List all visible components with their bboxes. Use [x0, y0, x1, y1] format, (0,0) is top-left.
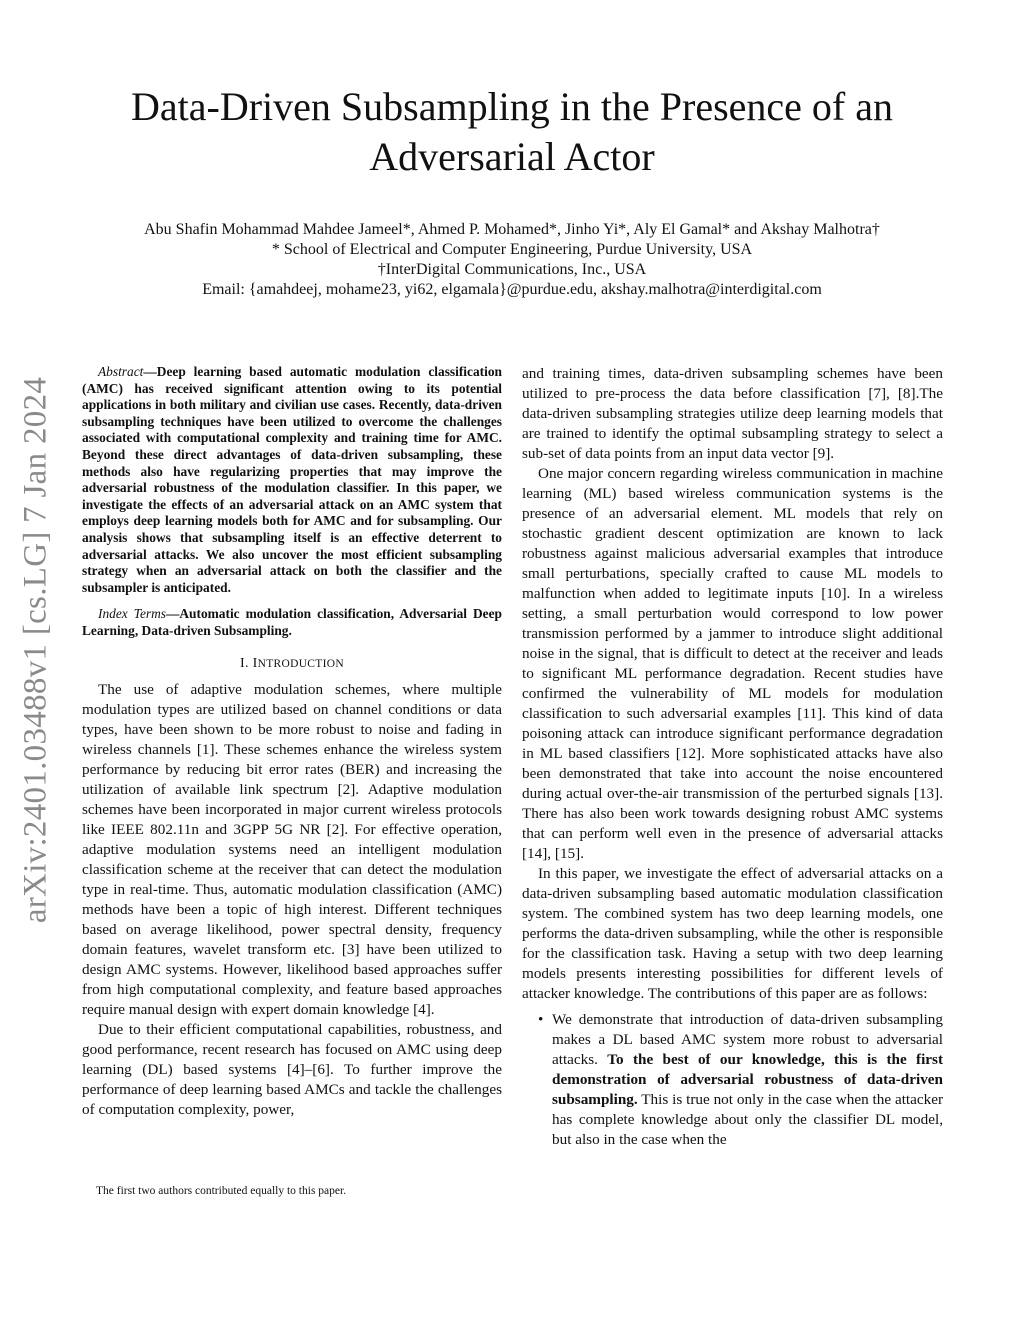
section-heading-introduction: I. INTRODUCTION: [240, 655, 344, 671]
intro-paragraph-1: The use of adaptive modulation schemes, where multiple modulation types are utilized based on channel conditions or data types, have been shown to be more robust to noise and fading in wireless channels [1]. These schemes enhance the wireless system performance by reducing bit error rates (BER) and increasing the utilization of available link spectrum [2]. Adaptive modulation schemes have been incorporated in major current wireless protocols like IEEE 802.11n and 3GPP 5G NR [2]. For effective operation, adaptive modulation systems need an intelligent modulation classification scheme at the receiver that can detect the modulation type in real-time. Thus, automatic modulation classification (AMC) methods have been a topic of high interest. Different techniques based on average likelihood, power spectral density, frequency domain features, wavelet transform etc. [3] have been utilized to design AMC systems. However, likelihood based approaches suffer from high computational complexity, and feature based approaches require manual design with expert domain knowledge [4].: [82, 680, 502, 1018]
author-list: Abu Shafin Mohammad Mahdee Jameel*, Ahmed P. Mohamed*, Jinho Yi*, Aly El Gamal* and Akshay Malhotra†: [144, 221, 880, 238]
arxiv-stamp-text: arXiv:2401.03488v1 [cs.LG] 7 Jan 2024: [17, 376, 54, 924]
affiliation-interdigital: †InterDigital Communications, Inc., USA: [377, 261, 647, 278]
right-column: [522, 364, 943, 1150]
intro-paragraph-3: and training times, data-driven subsampling schemes have been utilized to pre-process the data before classification [7], [8].The data-driven subsampling strategies utilize deep learning models that are trained to identify the optimal subsampling strategy to select a sub-set of data points from an input data vector [9].: [522, 365, 943, 462]
paper-title: Data-Driven Subsampling in the Presence of an Adversarial Actor: [130, 84, 893, 179]
author-block: [60, 220, 964, 300]
intro-paragraph-2: Due to their efficient computational capabilities, robustness, and good performance, recent research has focused on AMC using deep learning (DL) based systems [4]–[6]. To further improve the performance of deep learning based AMCs and tackle the challenges of computation complexity, power,: [82, 1020, 502, 1118]
author-emails: Email: {amahdeej, mohame23, yi62, elgamala}@purdue.edu, akshay.malhotra@interdigital.com: [202, 281, 822, 298]
index-terms: [82, 606, 502, 639]
intro-paragraph-5: In this paper, we investigate the effect of adversarial attacks on a data-driven subsampling based automatic modulation classification system. The combined system has two deep learning models, one performs the data-driven subsampling, while the other is responsible for the classification task. Having a setup with two deep learning models presents interesting possibilities for different levels of attacker knowledge. The contributions of this paper are as follows:: [522, 865, 943, 1002]
list-item: • We demonstrate that introduction of data-driven subsampling makes a DL based AMC system more robust to adversarial attacks. To the best of our knowledge, this is the first demonstration of adversarial robustness of data-driven subsampling. This is true not only in the case when the attacker has complete knowledge about only the classifier DL model, but also in the case when the: [538, 1011, 944, 1148]
index-terms-label: Index Terms: [98, 606, 166, 622]
intro-paragraph-4: One major concern regarding wireless communication in machine learning (ML) based wireless communication systems is the presence of an adversarial element. ML models that rely on stochastic gradient descent optimization are known to lack robustness against malicious adversarial examples that introduce small perturbations, specially crafted to cause ML models to malfunction when added to legitimate inputs [10]. In a wireless setting, a small perturbation would correspond to low power transmission performed by a jammer to introduce slight additional noise in the signal, that is difficult to detect at the receiver and leads to significant ML performance degradation. Recent studies have confirmed the vulnerability of ML models for modulation classification to such adversarial examples [11]. This kind of data poisoning attack can introduce significant performance degradation in ML based classifiers [12]. More sophisticated attacks have also been demonstrated that take into account the noise encountered during actual over-the-air transmission of the perturbed signals [13]. There has also been work towards designing robust AMC systems that can perform well even in the presence of adversarial attacks [14], [15].: [522, 465, 943, 862]
left-column: [82, 364, 502, 1120]
bullet-icon: •: [538, 1011, 544, 1028]
abstract-label: Abstract: [98, 364, 144, 379]
affiliation-purdue: * School of Electrical and Computer Engineering, Purdue University, USA: [271, 241, 753, 258]
abstract-text: —Deep learning based automatic modulation classification (AMC) has received significant attention owing to its potential applications in both military and civilian use cases. Recently, data-driven subsampling techniques have been utilized to overcome the challenges associated with computational complexity and training time for AMC. Beyond these direct advantages of data-driven subsampling, these methods also have regularizing properties that may improve the adversarial robustness of the modulation classifier. In this paper, we investigate the effects of an adversarial attack on an AMC system that employs deep learning models both for AMC and for subsampling. Our analysis shows that subsampling itself is an effective deterrent to adversarial attacks. We also uncover the most efficient subsampling strategy when an adversarial attack on both the classifier and the subsampler is anticipated.: [82, 364, 502, 595]
footnote: The first two authors contributed equally to this paper.: [96, 1185, 347, 1197]
index-terms-text: —Automatic modulation classification, Adversarial Deep Learning, Data-driven Subsampling.: [82, 606, 502, 638]
abstract: [82, 364, 502, 596]
arxiv-stamp: [16, 370, 56, 930]
contributions-list: [522, 1010, 943, 1150]
